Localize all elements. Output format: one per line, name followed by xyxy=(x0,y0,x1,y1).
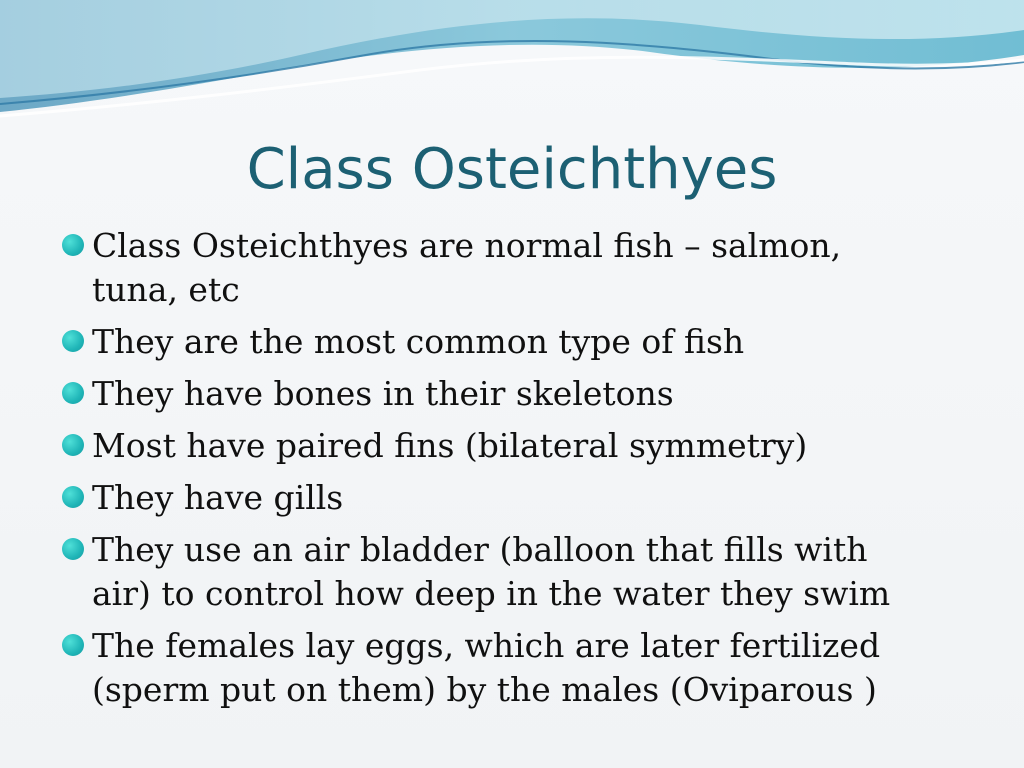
bullet-text xyxy=(92,320,962,364)
bullet-line-2: (sperm put on them) by the males (Oviparous ) xyxy=(92,670,877,709)
bullet-item xyxy=(62,424,962,468)
bullet-item xyxy=(62,476,962,520)
bullet-line-1: They are the most common type of fish xyxy=(92,322,745,361)
bullet-item xyxy=(62,372,962,416)
bullet-line-1: The females lay eggs, which are later fertilized xyxy=(92,626,881,665)
bullet-list xyxy=(62,224,962,720)
bullet-dot-icon xyxy=(62,486,84,508)
bullet-dot-icon xyxy=(62,634,84,656)
bullet-line-2: air) to control how deep in the water they swim xyxy=(92,574,891,613)
header-wave-decoration xyxy=(0,0,1024,130)
bullet-text xyxy=(92,224,962,312)
bullet-line-1: They use an air bladder (balloon that fills with xyxy=(92,530,868,569)
bullet-dot-icon xyxy=(62,234,84,256)
bullet-item xyxy=(62,624,962,712)
bullet-line-1: They have bones in their skeletons xyxy=(92,374,674,413)
bullet-text xyxy=(92,424,962,468)
bullet-item xyxy=(62,528,962,616)
bullet-line-2: tuna, etc xyxy=(92,270,240,309)
bullet-dot-icon xyxy=(62,382,84,404)
bullet-dot-icon xyxy=(62,538,84,560)
bullet-text xyxy=(92,624,962,712)
bullet-line-1: They have gills xyxy=(92,478,344,517)
bullet-line-1: Class Osteichthyes are normal fish – salmon, xyxy=(92,226,842,265)
bullet-item xyxy=(62,320,962,364)
slide-title: Class Osteichthyes xyxy=(246,137,778,202)
bullet-line-1: Most have paired fins (bilateral symmetry) xyxy=(92,426,808,465)
bullet-item xyxy=(62,224,962,312)
bullet-dot-icon xyxy=(62,434,84,456)
bullet-text xyxy=(92,528,962,616)
bullet-dot-icon xyxy=(62,330,84,352)
bullet-text xyxy=(92,372,962,416)
bullet-text xyxy=(92,476,962,520)
